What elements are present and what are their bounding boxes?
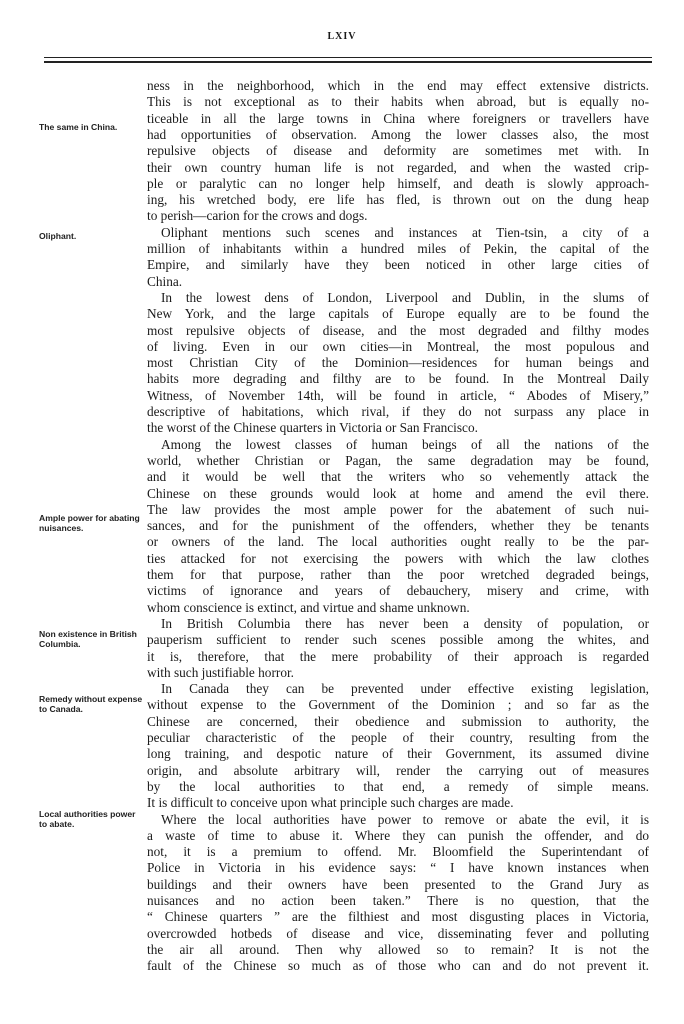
body-text-line: “ Chinese quarters ” are the filthiest and most disgusting places in Victoria, [147,909,649,925]
body-text-line: Witness, of November 14th, will be found in article, “ Abodes of Misery,” [147,387,649,403]
body-text-line: without expense to the Government of the Dominion ; and so far as the [147,697,649,713]
margin-note: Non existence in British Columbia. [39,629,137,649]
body-text-line: million of inhabitants within a hundred miles of Pekin, the capital of the [147,241,649,256]
body-text-line: The law provides the most ample power for the abatement of such nui- [147,501,649,517]
body-text-line: of living. Even in our own cities—in Montreal, the most populous and [147,338,649,354]
body-text-line: or owners of the land. The local authorities ought really to be the par- [147,534,649,550]
body-text-line: ties attacked for not exercising the powers with which the law clothes [147,550,649,566]
body-text-line: it is, therefore, that the mere probability of their approach is regarded [147,648,649,664]
body-text-line: to perish—carion for the crows and dogs. [147,208,368,224]
body-text-line: Oliphant mentions such scenes and instances at Tien-tsin, a city of a [161,224,649,240]
margin-note: Local authorities power to abate. [39,809,136,829]
body-text-line: ple or paralytic can no longer help himself, and death is slowly approach- [147,175,649,191]
body-text-line: buildings and their owners have been presented to the Grand Jury as [147,876,649,892]
body-text-line: Chinese on these grounds would look at home and amend the evil there. [147,485,649,501]
body-text-line: not, it is a premium to offend. Mr. Bloomfield the Superintendant of [147,844,649,860]
body-text-line: pauperism sufficient to render such scenes possible among the whites, and [147,632,649,648]
body-text-line: ness in the neighborhood, which in the end may effect extensive districts. [147,78,649,93]
body-text-line: New York, and the large capitals of Europe equally are to be found the [147,306,649,322]
body-text-line: most Christian City of the Dominion—residences for human beings and [147,355,649,371]
body-text-line: ing, his wretched body, ere life has fled, is thrown out on the dung heap [147,192,649,208]
body-text-line: overcrowded hotbeds of disease and vice, disseminating fever and polluting [147,925,649,941]
body-text-line: peculiar characteristic of the people of their country, resulting from the [147,730,649,745]
body-text-line: Among the lowest classes of human beings of all the nations of the [161,436,649,452]
body-text-line: In British Columbia there has never been a density of population, or [161,615,649,631]
body-text-line: and it would be well that the writers who so vehemently attack the [147,469,649,485]
body-text-line: ticeable in all the large towns in China where foreigners or travellers have [147,110,649,126]
body-text-line: world, whether Christian or Pagan, the same degradation may be found, [147,452,649,468]
body-text-line: China. [147,273,183,289]
margin-note: Oliphant. [39,231,77,241]
body-text-line: In the lowest dens of London, Liverpool and Dublin, in the slums of [161,289,649,305]
page-number: LXIV [327,31,357,42]
body-text-line: victims of ignorance and years of debauchery, misery and crime, with [147,583,649,599]
margin-note: Ample power for abating nuisances. [39,513,140,533]
body-text-line: repulsive objects of disease and deformity are sometimes met with. In [147,143,649,159]
body-text-line: sances, and for the punishment of the offenders, whether they be tenants [147,518,649,534]
body-text-line: Empire, and similarly have they been noticed in other large cities of [147,257,649,273]
body-text-line: nuisances and no action been taken.” There is no question, that the [147,893,649,908]
body-text-line: their own country human life is not regarded, and when the wasted crip- [147,159,649,175]
header-rule [44,57,652,58]
body-text-line: Where the local authorities have power to remove or abate the evil, it is [161,811,649,827]
body-text-line: descriptive of habitations, which rival, if they do not surpass any place in [147,404,649,419]
margin-note: The same in China. [39,122,118,132]
body-text-line: Chinese are concerned, their obedience and submission to authority, the [147,713,649,729]
body-text-line: with such justifiable horror. [147,664,294,680]
body-text-line: most repulsive objects of disease, and the most degraded and filthy modes [147,322,649,338]
body-text-line: This is not exceptional as to their habits when abroad, but is equally no- [147,94,649,110]
body-text-line: the worst of the Chinese quarters in Victoria or San Francisco. [147,420,478,436]
body-text-line: long training, and despotic nature of their Government, its assumed divine [147,746,649,762]
body-text-line: them for that purpose, rather than the poor wretched degraded beings, [147,567,649,582]
body-text-line: habits more degrading and filthy are to be found. In the Montreal Daily [147,371,649,387]
body-text-line: Police in Victoria in his evidence says: “ I have known instances when [147,860,649,876]
body-text-line: a waste of time to abuse it. Where they can punish the offender, and do [147,827,649,843]
body-text-line: In Canada they can be prevented under effective existing legislation, [161,681,649,697]
body-text-line: had opportunities of observation. Among the lower classes also, the most [147,126,649,142]
body-text-line: origin, and absolute arbitrary will, render the carrying out of measures [147,762,649,778]
body-text-line: whom conscience is extinct, and virtue and shame unknown. [147,599,470,615]
body-text-line: by the local authorities to that end, a remedy of simple means. [147,778,649,794]
body-text-line: the air all around. Then why allowed so to remain? It is not the [147,941,649,957]
body-text-line: fault of the Chinese so much as of those who can and do not prevent it. [147,958,649,974]
body-text-line: It is difficult to conceive upon what principle such charges are made. [147,795,514,811]
header-rule-thick [44,61,652,63]
margin-note: Remedy without expense to Canada. [39,694,143,714]
